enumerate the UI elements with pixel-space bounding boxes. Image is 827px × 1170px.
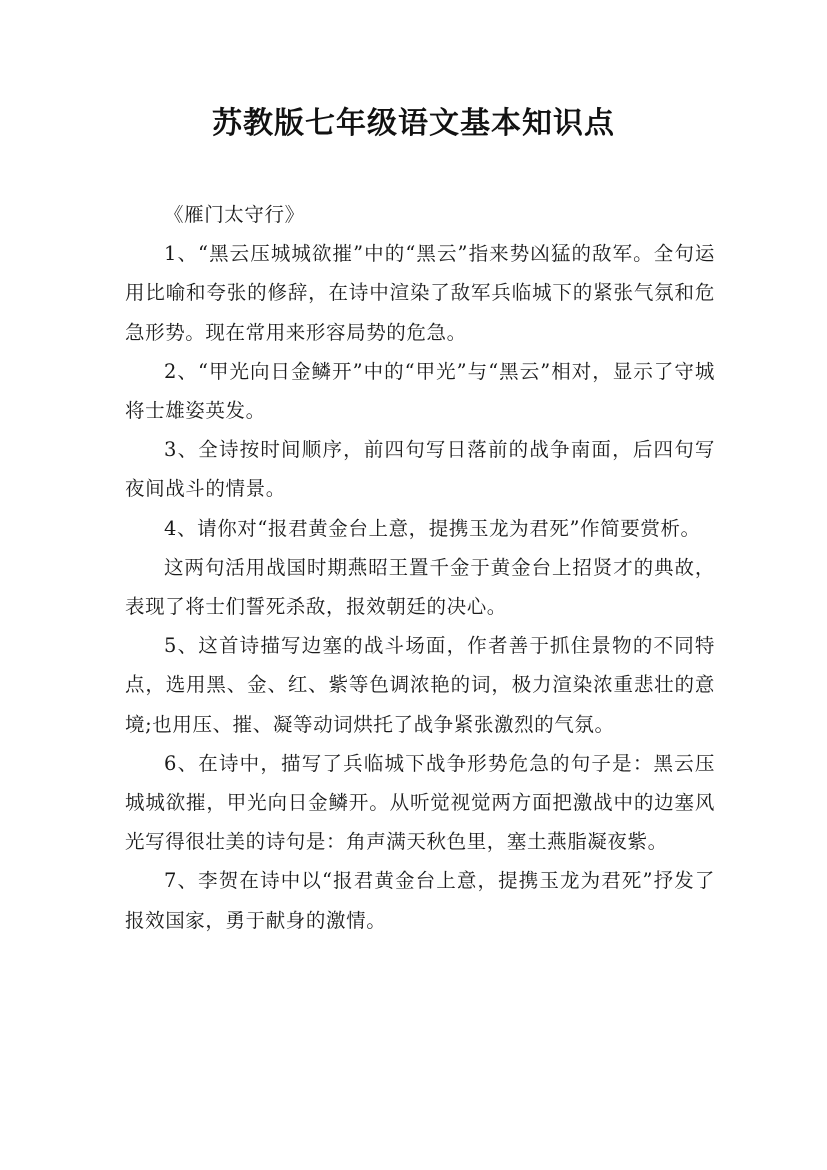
paragraph-4-answer: 这两句活用战国时期燕昭王置千金于黄金台上招贤才的典故，表现了将士们誓死杀敌，报效朝廷的决心。 <box>125 555 715 619</box>
paragraph-6: 6、在诗中，描写了兵临城下战争形势危急的句子是：黑云压城城欲摧，甲光向日金鳞开。从听觉视觉两方面把激战中的边塞风光写得很壮美的诗句是：角声满天秋色里，塞土燕脂凝夜紫。 <box>125 751 715 854</box>
paragraph-4: 4、请你对“报君黄金台上意，提携玉龙为君死”作简要赏析。 <box>164 516 701 540</box>
paragraph-2: 2、“甲光向日金鳞开”中的“甲光”与“黑云”相对，显示了守城将士雄姿英发。 <box>125 359 715 423</box>
paragraph-3: 3、全诗按时间顺序，前四句写日落前的战争南面，后四句写夜间战斗的情景。 <box>125 438 715 501</box>
document-body <box>125 195 715 940</box>
page-title: 苏教版七年级语文基本知识点 <box>212 106 615 141</box>
paragraph-5: 5、这首诗描写边塞的战斗场面，作者善于抓住景物的不同特点，选用黑、金、红、紫等色调浓艳的词，极力渲染浓重悲壮的意境;也用压、摧、凝等动词烘托了战争紧张激烈的气氛。 <box>125 634 715 736</box>
paragraph-1: 1、“黑云压城城欲摧”中的“黑云”指来势凶猛的敌军。全句运用比喻和夸张的修辞，在诗中渲染了敌军兵临城下的紧张气氛和危急形势。现在常用来形容局势的危急。 <box>125 242 715 344</box>
poem-title: 《雁门太守行》 <box>164 203 305 226</box>
paragraph-7: 7、李贺在诗中以“报君黄金台上意，提携玉龙为君死”抒发了报效国家，勇于献身的激情。 <box>125 869 715 932</box>
